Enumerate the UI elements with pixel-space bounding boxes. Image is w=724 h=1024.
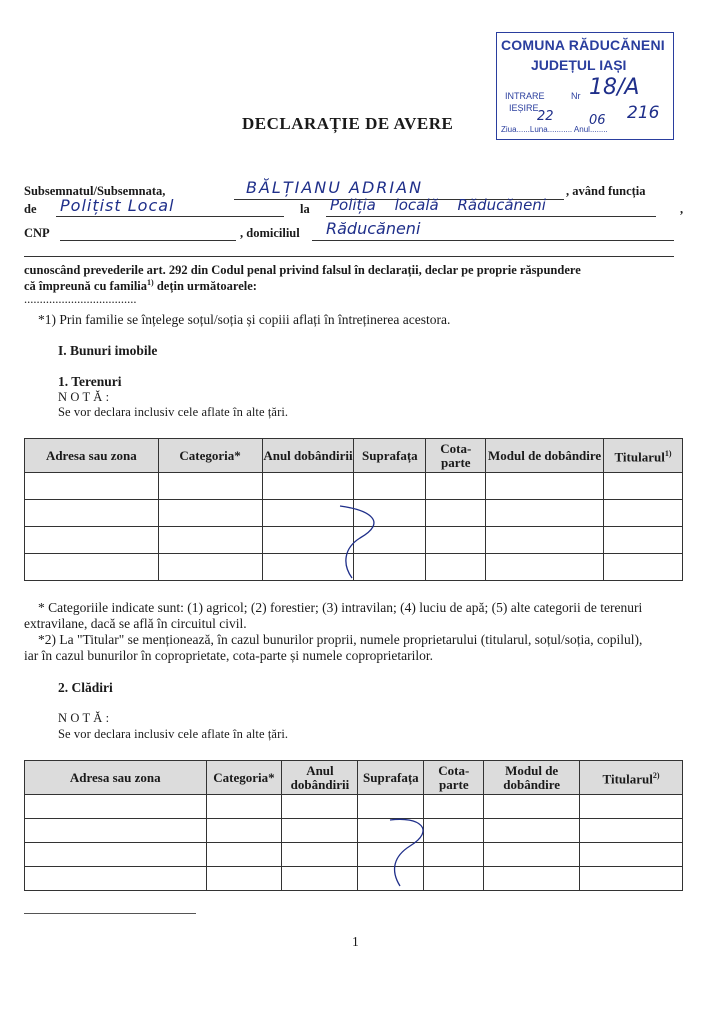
note-titular-2: iar în cazul bunurilor în coproprietate, cota-parte și numele coproprietarilor. [24,648,433,663]
domiciliul-handwritten: Răducăneni [326,219,421,238]
stamp-hw-day: 22 [537,109,554,124]
stamp-date-labels: Ziua......Luna........... Anul........ [501,125,608,134]
col-modul: Modul de dobândire [486,439,604,473]
stamp-hw-number: 18/A [589,75,640,100]
institutia-underline [326,216,656,217]
section1-subtitle: 1. Terenuri [58,374,122,389]
stamp-intrare: INTRARE [505,91,545,101]
note-categorii-2: extravilane, dacă se află în circuitul civil. [24,616,247,631]
col-titularul: Titularul$^{2)}$ [580,761,683,795]
cladiri-header-row [25,761,683,795]
col-anul: Anul dobândirii [262,439,354,473]
section1-nota: N O T Ă : [58,390,110,404]
registration-stamp [496,32,674,140]
col-titularul: Titularul$^{1)}$ [604,439,683,473]
statement-line2-text: că împreună cu familia [24,279,148,294]
stamp-line2: JUDEȚUL IAȘI [531,57,627,73]
label-cnp: CNP [24,226,50,240]
cnp-underline [60,240,236,241]
cladiri-table [24,760,683,891]
stamp-hw-year: 216 [627,103,660,123]
col-suprafata: Suprafața [354,439,426,473]
section1-title: I. Bunuri imobile [58,343,158,358]
statement-dots: .................................... [24,292,137,306]
table-row [25,795,683,819]
label-avand-functia: , având funcția [566,184,646,198]
col-adresa: Adresa sau zona [25,439,159,473]
page-number: 1 [352,934,359,949]
footnote-separator [24,913,196,914]
stamp-nr: Nr [571,91,581,101]
col-cota: Cota-parte [424,761,484,795]
col-suprafata: Suprafața [358,761,424,795]
table-row [25,819,683,843]
col-cota: Cota-parte [426,439,486,473]
table-row [25,843,683,867]
functia-underline [56,216,284,217]
page-title: DECLARAȚIE DE AVERE [242,114,454,133]
label-domiciliul: , domiciliul [240,226,300,240]
terenuri-header-row [25,439,683,473]
section2-subtitle: 2. Clădiri [58,680,113,695]
statement-line1: cunoscând prevederile art. 292 din Codul penal privind falsul în declarații, declar pe proprie răspundere [24,263,581,277]
section1-nota-text: Se vor declara inclusiv cele aflate în alte țări. [58,405,289,419]
col-anul: Anul dobândirii [282,761,358,795]
terenuri-cancel-mark [330,502,390,582]
statement-sup: 1) [147,278,154,287]
section2-nota: N O T Ă : [58,711,110,725]
name-handwritten: BĂLȚIANU ADRIAN [246,178,424,197]
label-comma: , [680,202,684,216]
cladiri-cancel-mark [380,810,440,890]
col-adresa: Adresa sau zona [25,761,207,795]
col-categoria: Categoria* [206,761,282,795]
functia-handwritten: Polițist Local [60,196,175,215]
domiciliul-underline [312,240,674,241]
label-subsemnatul: Subsemnatul/Subsemnata, [24,184,166,198]
institutia-handwritten: Poliția locală Răducăneni [330,196,546,214]
table-row [25,867,683,891]
label-de: de [24,202,37,216]
stamp-hw-month: 06 [589,113,606,128]
section2-nota-text: Se vor declara inclusiv cele aflate în alte țări. [58,727,289,741]
stamp-iesire: IEȘIRE [509,103,539,113]
statement-line2-end: dețin următoarele: [153,279,257,294]
stamp-line1: COMUNA RĂDUCĂNENI [501,37,665,53]
table-row [25,473,683,500]
blank-underline [24,256,674,257]
note-categorii: * Categoriile indicate sunt: (1) agricol; (2) forestier; (3) intravilan; (4) luciu de apă; (5) alte categorii de terenuri [38,600,643,615]
col-categoria: Categoria* [158,439,262,473]
note-titular: *2) La "Titular" se menționează, în cazul bunurilor proprii, numele proprietarului (titularul, soțul/soția, copilul), [38,632,643,647]
label-la: la [300,202,310,216]
footnote-family: *1) Prin familie se înțelege soțul/soția și copiii aflați în întreținerea acestora. [38,312,451,327]
col-modul: Modul de dobândire [484,761,580,795]
